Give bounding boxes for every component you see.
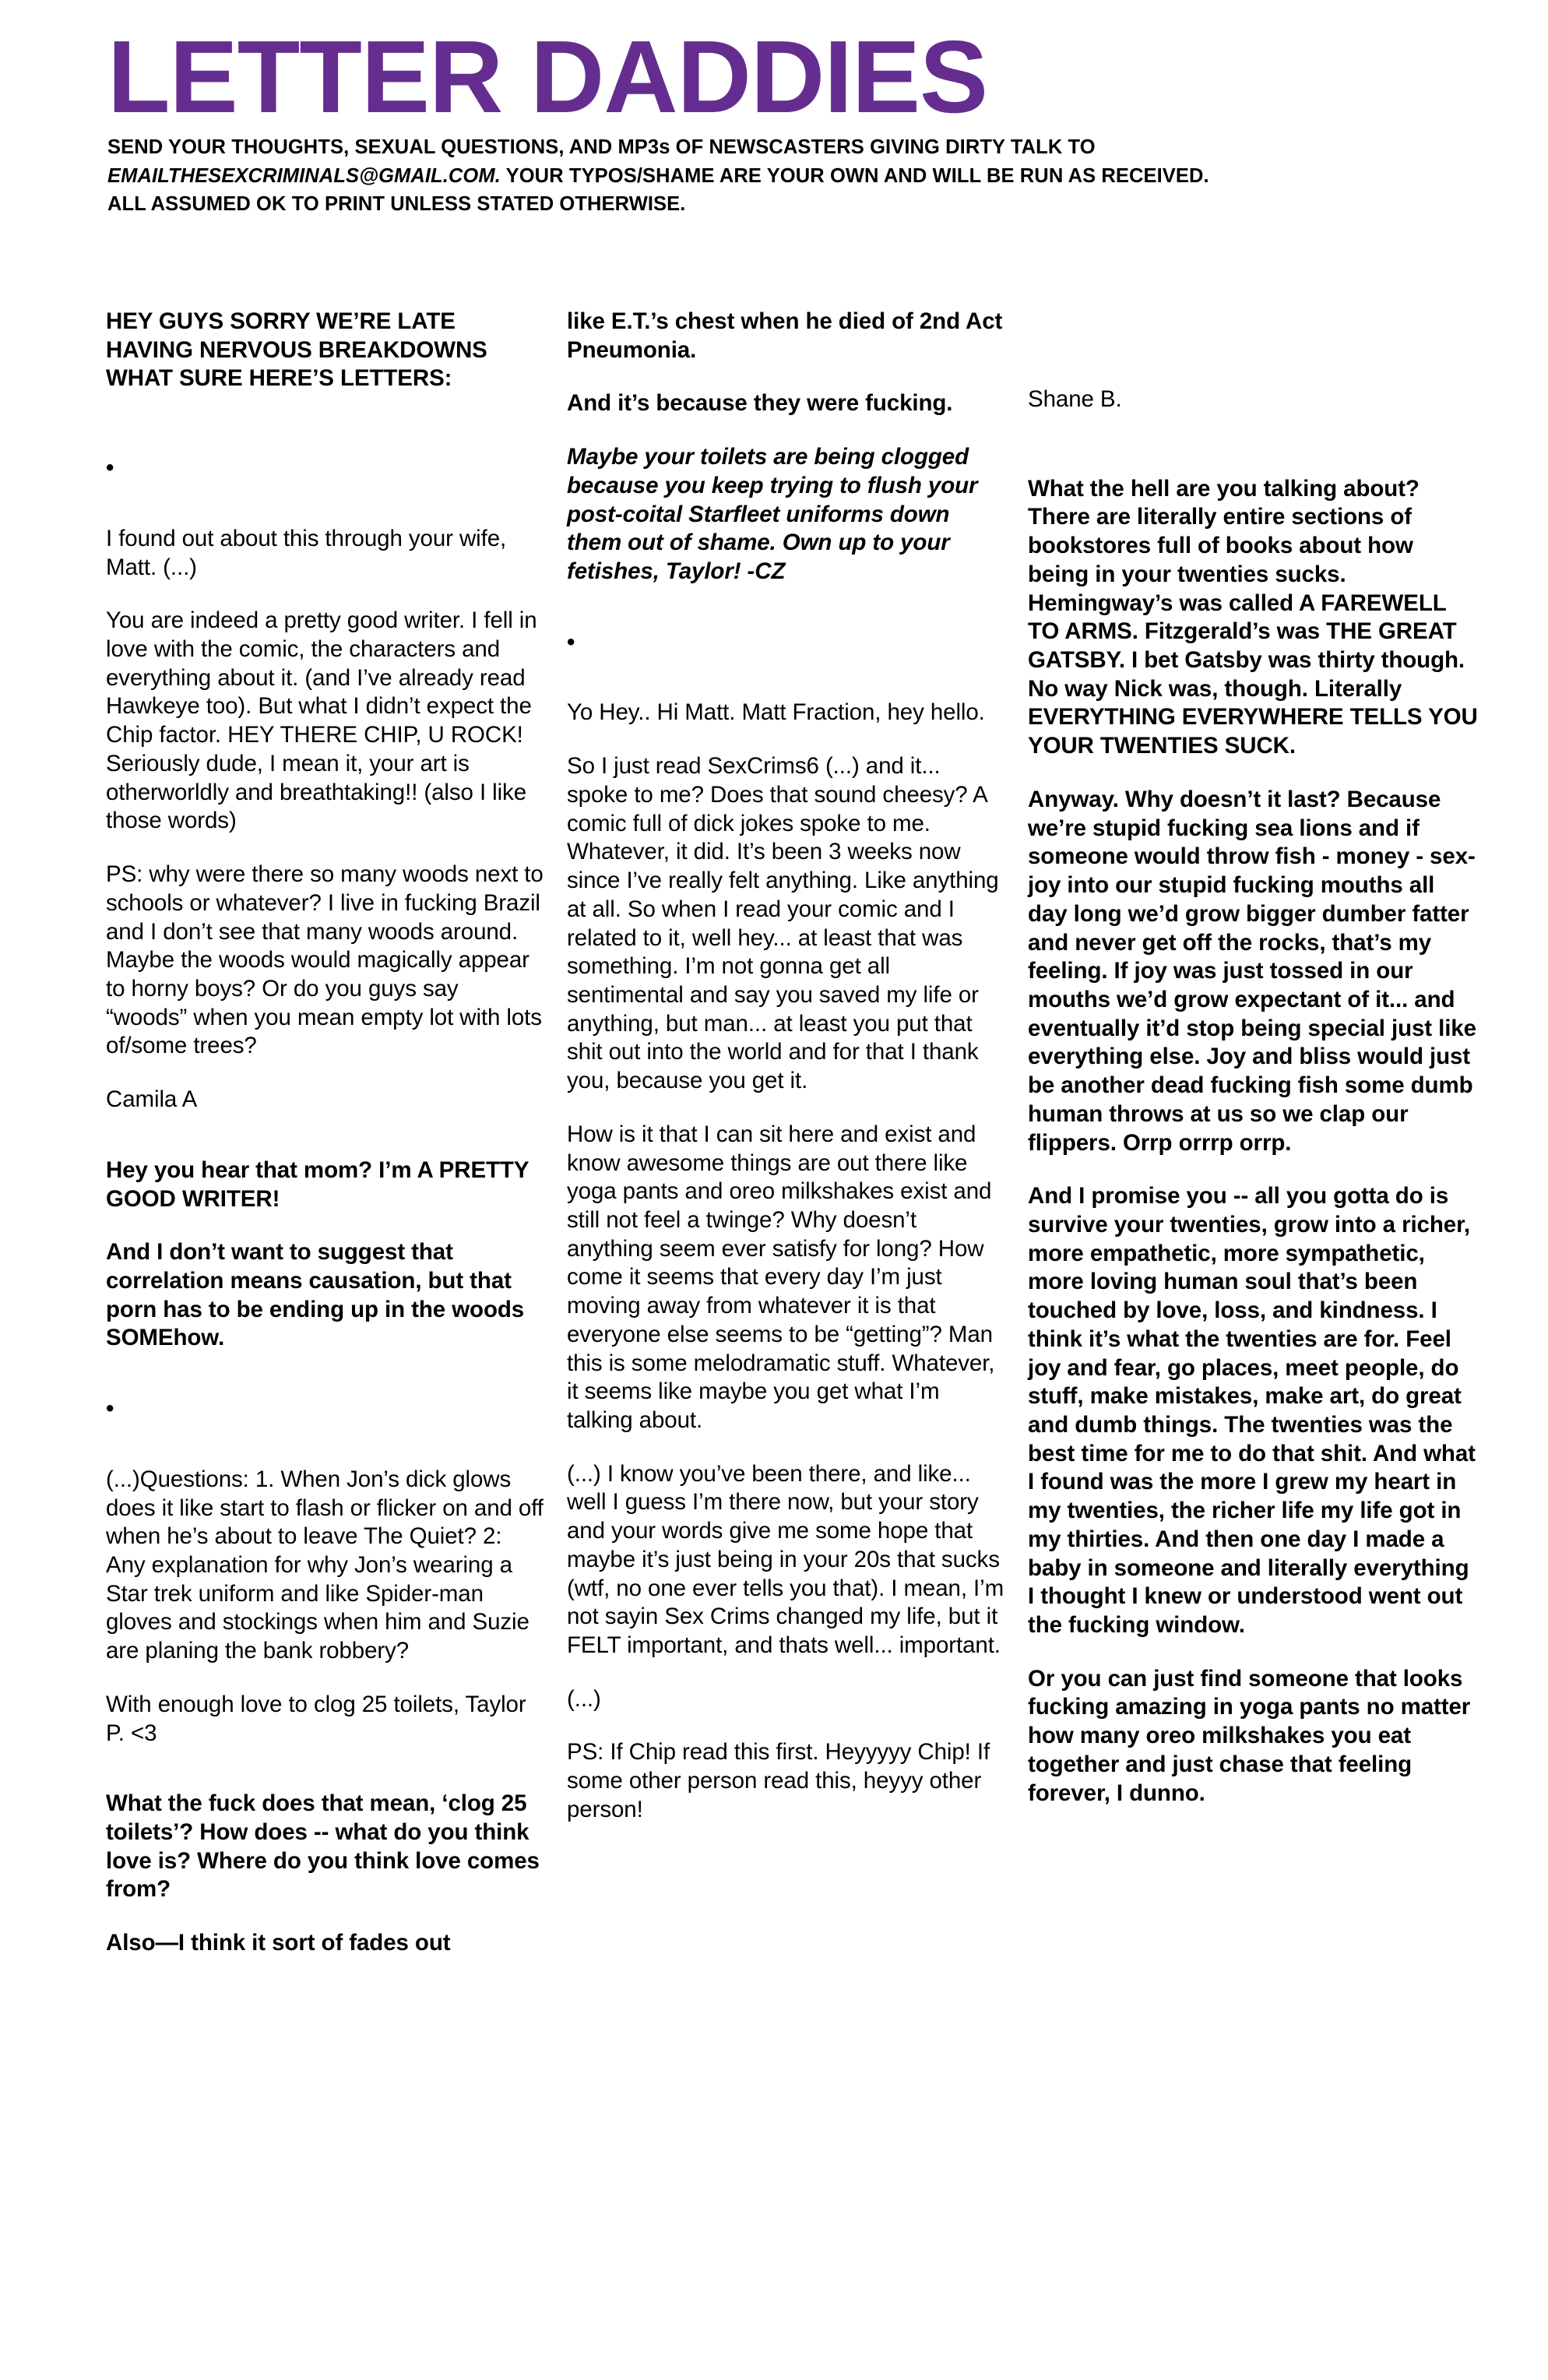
editor-reply: And I don’t want to suggest that correlation means causation, but that porn has to be ending up in the woods SOMEhow.: [106, 1239, 525, 1351]
bullet-separator: •: [106, 1396, 114, 1422]
letters-intro-heading: HEY GUYS SORRY WE’RE LATE HAVING NERVOUS BREAKDOWNS WHAT SURE HERE’S LETTERS:: [106, 308, 487, 392]
letter-signature: Shane B.: [1028, 386, 1122, 412]
bullet-separator: •: [106, 455, 114, 481]
editor-reply: What the fuck does that mean, ‘clog 25 toilets’? How does -- what do you think love is? Where do you think love comes from?: [106, 1790, 540, 1903]
editor-reply: Or you can just find someone that looks fucking amazing in yoga pants no matter how many oreo milkshakes you eat together and just chase that feeling forever, I dunno.: [1028, 1665, 1471, 1806]
editor-reply-emphasis: Maybe your toilets are being clogged because you keep trying to flush your post-coital Starfleet uniforms down them out of shame. Own up to your fetishes, Taylor! -CZ: [567, 444, 978, 585]
editor-reply: like E.T.’s chest when he died of 2nd Act Pneumonia.: [567, 308, 1003, 363]
page-title: LETTER DADDIES: [107, 19, 988, 134]
editor-reply: Also—I think it sort of fades out: [106, 1930, 451, 1956]
bullet-separator: •: [567, 628, 575, 655]
masthead: [107, 19, 1509, 218]
column-2: [567, 308, 1004, 1850]
letter-paragraph: You are indeed a pretty good writer. I fell in love with the comic, the characters and everything about it. (and I’ve already read Hawkeye too). But what I didn’t expect the Chip factor. HEY THERE CHIP, U ROCK! Seriously dude, I mean it, your art is otherworldly and breathtaking!! (also I like those words): [106, 607, 537, 834]
letter-paragraph: (...)Questions: 1. When Jon’s dick glows does it like start to flash or flicker on and off when he’s about to leave The Quiet? 2: Any explanation for why Jon’s wearing a Star trek uniform and like Spider-man gloves and stockings when him and Suzie are planing the bank robbery?: [106, 1466, 544, 1664]
submission-line-1: SEND YOUR THOUGHTS, SEXUAL QUESTIONS, AND MP3s OF NEWSCASTERS GIVING DIRTY TALK TO: [107, 136, 1096, 159]
column-3: [1028, 308, 1479, 1833]
submission-instructions: [107, 133, 1509, 218]
editor-reply: Hey you hear that mom? I’m A PRETTY GOOD WRITER!: [106, 1157, 529, 1212]
column-1: [106, 308, 544, 1983]
letter-ellipsis: (...): [567, 1685, 601, 1712]
editor-reply: Anyway. Why doesn’t it last? Because we’re stupid fucking sea lions and if someone would throw fish - money - sex- joy into our stupid fucking mouths all day long we’d grow bigger dumber fatter and never get off the rocks, that’s my feeling. If joy was just tossed in our mouths we’d grow expectant of it... and eventually it’d stop being special just like everything else. Joy and bliss would just be another dead fucking fish some dumb human throws at us so we clap our flippers. Orrp orrrp orrp.: [1028, 786, 1476, 1156]
letter-paragraph: (...) I know you’ve been there, and like... well I guess I’m there now, but your story and your words give me some hope that maybe it’s just being in your 20s that sucks (wtf, no one ever tells you that). I mean, I’m not sayin Sex Crims changed my life, but it FELT important, and thats well... important.: [567, 1460, 1004, 1659]
letter-paragraph: How is it that I can sit here and exist and know awesome things are out there like yoga pants and oreo milkshakes exist and still not feel a twinge? Why doesn’t anything seem ever satisfy for long? How come it seems that every day I’m just moving away from whatever it is that everyone else seems to be “getting”? Man this is some melodramatic stuff. Whatever, it seems like maybe you get what I’m talking about.: [567, 1121, 995, 1433]
letter-signature: Camila A: [106, 1086, 198, 1113]
letter-paragraph: PS: why were there so many woods next to schools or whatever? I live in fucking Brazil and I don’t see that many woods around. Maybe the woods would magically appear to horny boys? Or do you guys say “woods” when you mean empty lot with lots of/some trees?: [106, 861, 544, 1059]
submission-email: EMAILTHESEXCRIMINALS@GMAIL.COM.: [107, 164, 501, 187]
letter-paragraph: I found out about this through your wife, Matt. (...): [106, 525, 507, 580]
letter-paragraph: So I just read SexCrims6 (...) and it... spoke to me? Does that sound cheesy? A comic full of dick jokes spoke to me. Whatever, it did. It’s been 3 weeks now since I’ve really felt anything. Like anything at all. So when I read your comic and I related to it, well hey... at least that was something. I’m not gonna get all sentimental and say you saved my life or anything, but man... at least you put that shit out into the world and for that I thank you, because you get it.: [567, 753, 999, 1094]
submission-line-2-rest: YOUR TYPOS/SHAME ARE YOUR OWN AND WILL BE RUN AS RECEIVED.: [500, 164, 1209, 187]
letter-signature: With enough love to clog 25 toilets, Taylor P. <3: [106, 1691, 526, 1746]
letter-postscript: PS: If Chip read this first. Heyyyyy Chip! If some other person read this, heyyy other person!: [567, 1739, 990, 1822]
submission-line-2: [107, 162, 1509, 190]
submission-line-3: ALL ASSUMED OK TO PRINT UNLESS STATED OTHERWISE.: [107, 192, 686, 215]
editor-reply: And it’s because they were fucking.: [567, 390, 953, 417]
editor-reply: What the hell are you talking about? There are literally entire sections of bookstores full of books about how being in your twenties sucks. Hemingway’s was called A FAREWELL TO ARMS. Fitzgerald’s was THE GREAT GATSBY. I bet Gatsby was thirty though. No way Nick was, though. Literally EVERYTHING EVERYWHERE TELLS YOU YOUR TWENTIES SUCK.: [1028, 475, 1478, 759]
editor-reply: And I promise you -- all you gotta do is survive your twenties, grow into a richer, more empathetic, more sympathetic, more loving human soul that’s been touched by love, loss, and kindness. I think it’s what the twenties are for. Feel joy and fear, go places, meet people, do stuff, make mistakes, make art, do great and dumb things. The twenties was the best time for me to do that shit. And what I found was the more I grew my heart in my twenties, the richer life my life got in my thirties. And then one day I made a baby in someone and literally everything I thought I knew or understood went out the fucking window.: [1028, 1183, 1476, 1639]
letter-paragraph: Yo Hey.. Hi Matt. Matt Fraction, hey hello.: [567, 699, 985, 726]
